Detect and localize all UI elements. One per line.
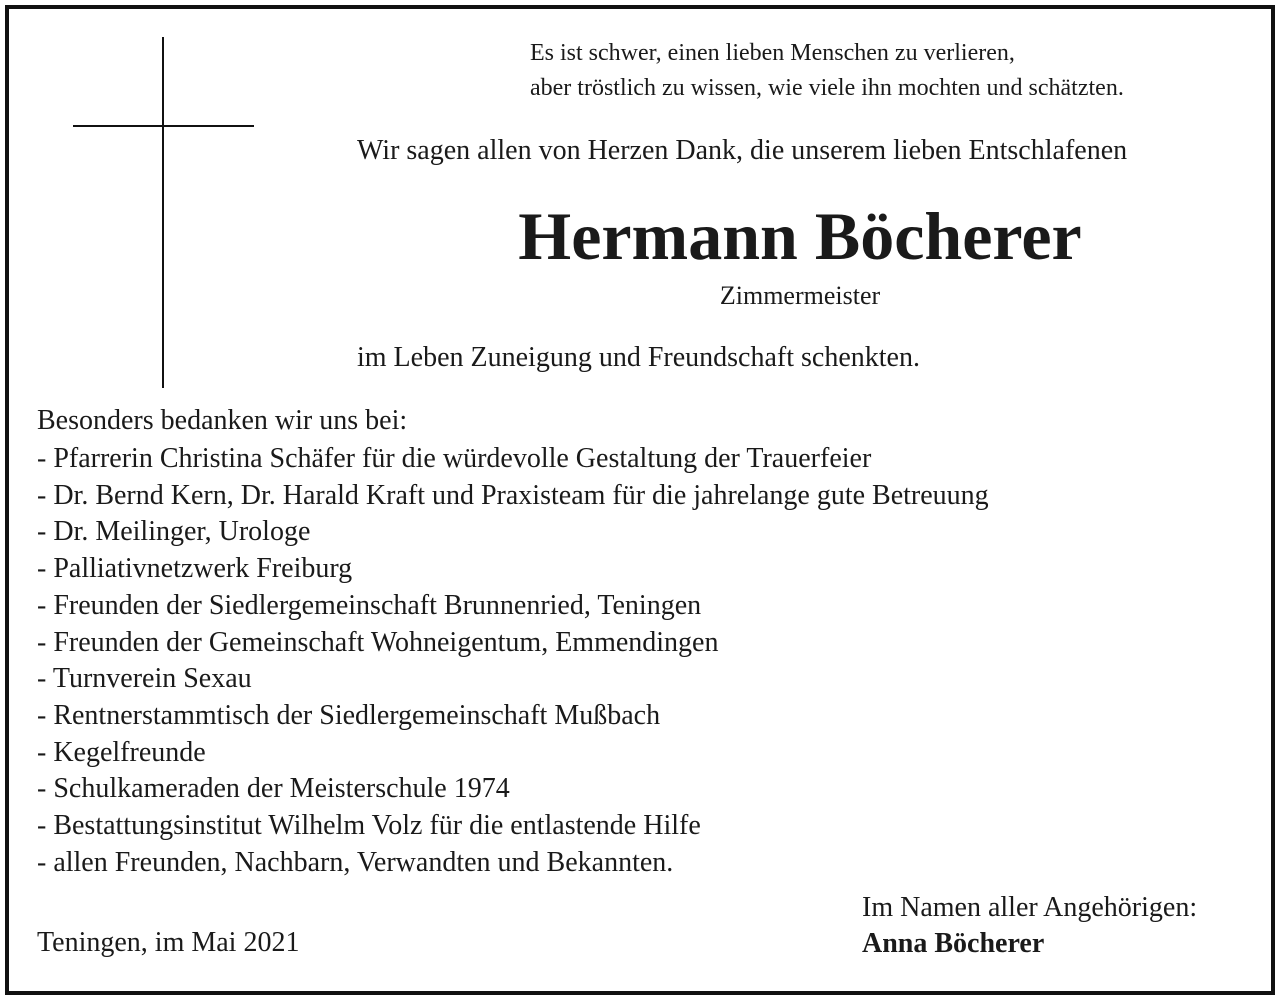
list-item: - Turnverein Sexau bbox=[37, 663, 252, 695]
cross-horizontal-bar bbox=[73, 125, 254, 127]
list-item: - Rentnerstammtisch der Siedlergemeinschaft Mußbach bbox=[37, 699, 661, 731]
list-item: - Freunden der Gemeinschaft Wohneigentum, Emmendingen bbox=[37, 626, 719, 658]
deceased-title: Zimmermeister bbox=[719, 281, 881, 310]
special-thanks-list bbox=[37, 441, 989, 881]
motto-quote bbox=[530, 36, 1124, 106]
list-item: - allen Freunden, Nachbarn, Verwandten und Bekannten. bbox=[37, 846, 674, 878]
motto-line-2: aber tröstlich zu wissen, wie viele ihn mochten und schätzten. bbox=[530, 75, 1124, 101]
motto-line-1: Es ist schwer, einen lieben Menschen zu verlieren, bbox=[530, 40, 1015, 66]
list-item: - Pfarrerin Christina Schäfer für die würdevolle Gestaltung der Trauerfeier bbox=[37, 443, 872, 474]
thanks-intro: Wir sagen allen von Herzen Dank, die unserem lieben Entschlafenen bbox=[357, 135, 1128, 166]
list-item: - Dr. Meilinger, Urologe bbox=[37, 516, 311, 548]
thanks-outro: im Leben Zuneigung und Freundschaft schenkten. bbox=[357, 342, 920, 373]
list-item: - Dr. Bernd Kern, Dr. Harald Kraft und Praxisteam für die jahrelange gute Betreuung bbox=[37, 479, 989, 511]
special-thanks-heading: Besonders bedanken wir uns bei: bbox=[37, 405, 408, 436]
list-item: - Schulkameraden der Meisterschule 1974 bbox=[37, 773, 510, 805]
signature-name: Anna Böcherer bbox=[862, 928, 1045, 959]
deceased-name: Hermann Böcherer bbox=[518, 198, 1082, 274]
place-date: Teningen, im Mai 2021 bbox=[37, 927, 300, 958]
list-item: - Bestattungsinstitut Wilhelm Volz für die entlastende Hilfe bbox=[37, 810, 701, 842]
cross-vertical-bar bbox=[162, 37, 164, 388]
signature-intro: Im Namen aller Angehörigen: bbox=[862, 892, 1198, 923]
list-item: - Kegelfreunde bbox=[37, 736, 206, 768]
list-item: - Palliativnetzwerk Freiburg bbox=[37, 553, 353, 585]
list-item: - Freunden der Siedlergemeinschaft Brunnenried, Teningen bbox=[37, 589, 702, 621]
